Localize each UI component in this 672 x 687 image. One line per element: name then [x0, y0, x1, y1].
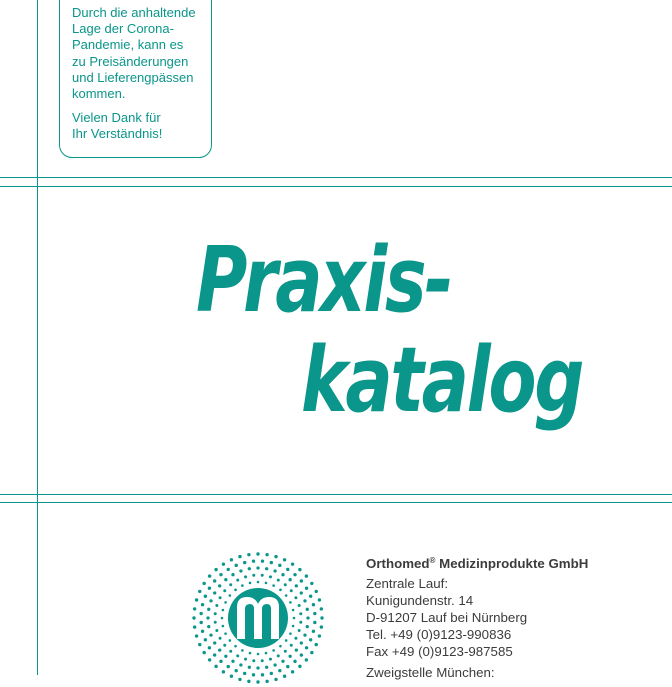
logo-dot: [315, 590, 318, 593]
logo-dot: [193, 607, 196, 610]
logo-dot: [294, 637, 297, 640]
logo-dot: [247, 680, 250, 683]
logo-dot: [208, 646, 211, 649]
logo-dot: [273, 569, 276, 572]
logo-dot: [231, 573, 234, 576]
logo-dot: [292, 625, 295, 628]
logo-dot: [213, 591, 216, 594]
logo-dot: [277, 654, 280, 657]
logo-dot: [288, 655, 291, 658]
logo-dot: [306, 608, 309, 611]
logo-dot: [273, 663, 276, 666]
logo-dot: [231, 660, 234, 663]
logo-dot: [219, 660, 222, 663]
guide-line-top-1: [0, 177, 672, 178]
logo-dot: [283, 675, 286, 678]
logo-dot: [289, 601, 292, 604]
logo-dot: [204, 638, 207, 641]
logo-dot: [224, 601, 227, 604]
logo-dot: [221, 617, 224, 620]
logo-dot: [278, 564, 281, 567]
logo-dot: [227, 665, 230, 668]
logo-dot: [269, 575, 272, 578]
logo-dot: [313, 612, 316, 615]
logo-dot: [279, 589, 282, 592]
logo-dot: [247, 553, 250, 556]
logo-dot: [213, 579, 216, 582]
logo-dot: [284, 583, 287, 586]
logo-dot: [310, 651, 313, 654]
logo-dot: [285, 594, 288, 597]
logo-dot: [320, 616, 323, 619]
logo-dot: [278, 669, 281, 672]
logo-dot: [279, 645, 282, 648]
logo-dot: [293, 660, 296, 663]
logo-dot: [195, 634, 198, 637]
logo-dot: [298, 604, 301, 607]
logo-dot: [306, 625, 309, 628]
logo-dot: [281, 660, 284, 663]
logo-dot: [214, 612, 217, 615]
address-line: Zentrale Lauf:: [366, 576, 449, 591]
logo-dot: [293, 617, 296, 620]
logo-dot: [312, 630, 315, 633]
logo-dot: [236, 579, 239, 582]
logo-dot: [300, 591, 303, 594]
logo-dot: [234, 645, 237, 648]
company-address-block: [366, 552, 588, 681]
logo-dot: [224, 632, 227, 635]
address-line: D-91207 Lauf bei Nürnberg: [366, 610, 528, 625]
logo-dot: [229, 639, 232, 642]
logo-dot: [248, 666, 251, 669]
logo-dot: [208, 658, 211, 661]
logo-dot: [252, 559, 255, 562]
logo-dot: [306, 616, 309, 619]
logo-dot: [202, 582, 205, 585]
logo-dot: [265, 553, 268, 556]
logo-dot: [208, 574, 211, 577]
logo-dot: [238, 678, 241, 681]
logo-dot: [261, 559, 264, 562]
logo-dot: [299, 612, 302, 615]
logo-dot: [303, 633, 306, 636]
logo-dot: [305, 658, 308, 661]
logo-dot: [305, 646, 308, 649]
logo-dot: [256, 680, 259, 683]
logo-dot: [223, 644, 226, 647]
logo-dot: [229, 583, 232, 586]
logo-dot: [257, 581, 260, 584]
logo-dot: [256, 566, 259, 569]
catalog-title-line-1: Praxis-: [196, 228, 452, 333]
logo-dot: [234, 669, 237, 672]
logo-dot: [318, 634, 321, 637]
logo-dot: [214, 568, 217, 571]
logo-dot: [270, 561, 273, 564]
logo-dot: [234, 589, 237, 592]
logo-dot: [219, 596, 222, 599]
logo-dot: [252, 659, 255, 662]
logo-dot: [261, 659, 264, 662]
logo-dot: [309, 594, 312, 597]
logo-dot: [236, 654, 239, 657]
logo-dot: [305, 574, 308, 577]
logo-dot: [223, 589, 226, 592]
logo-dot: [298, 665, 301, 668]
logo-dot: [222, 609, 225, 612]
logo-dot: [286, 665, 289, 668]
logo-dot: [290, 589, 293, 592]
logo-dot: [201, 603, 204, 606]
logo-dot: [224, 578, 227, 581]
logo-dot: [249, 582, 252, 585]
logo-dot: [291, 562, 294, 565]
logo-dot: [218, 584, 221, 587]
logo-dot: [227, 568, 230, 571]
logo-dot: [295, 584, 298, 587]
logo-dot: [269, 658, 272, 661]
logo-dot: [234, 564, 237, 567]
logo-dot: [291, 670, 294, 673]
logo-dot: [289, 632, 292, 635]
logo-dot: [198, 590, 201, 593]
logo-dot: [298, 629, 301, 632]
catalog-title-line-2: katalog: [301, 328, 583, 433]
logo-dot: [265, 666, 268, 669]
logo-dot: [283, 558, 286, 561]
logo-dot: [192, 616, 195, 619]
logo-dot: [320, 607, 323, 610]
logo-dot: [224, 655, 227, 658]
logo-dot: [320, 625, 323, 628]
logo-dot: [293, 573, 296, 576]
logo-dot: [290, 644, 293, 647]
logo-dot: [214, 621, 217, 624]
logo-dot: [239, 663, 242, 666]
logo-dot: [215, 629, 218, 632]
logo-dot: [265, 652, 268, 655]
logo-dot: [265, 582, 268, 585]
logo-dot: [213, 641, 216, 644]
logo-dot: [243, 561, 246, 564]
logo-dot: [309, 638, 312, 641]
logo-dot: [298, 568, 301, 571]
notice-paragraph: Durch die anhaltende Lage der Corona- Pandemie, kann es zu Preisänderungen und Lieferengpässen kommen.: [72, 5, 196, 102]
fax-line: Fax +49 (0)9123-987585: [366, 644, 513, 659]
logo-dot: [305, 587, 308, 590]
logo-dot: [274, 555, 277, 558]
logo-dot: [265, 567, 268, 570]
logo-dot: [257, 653, 260, 656]
logo-dot: [202, 651, 205, 654]
logo-dot: [285, 639, 288, 642]
logo-dot: [208, 587, 211, 590]
logo-dot: [300, 653, 303, 656]
logo-dot: [215, 604, 218, 607]
logo-dot: [261, 574, 264, 577]
logo-dot: [209, 633, 212, 636]
branch-label: Zweigstelle München:: [366, 665, 495, 680]
logo-dot: [310, 582, 313, 585]
logo-dot: [292, 609, 295, 612]
notice-thanks: Vielen Dank für Ihr Verständnis!: [72, 110, 163, 142]
logo-dot: [300, 641, 303, 644]
logo-dot: [248, 567, 251, 570]
guide-line-top-2: [0, 186, 672, 187]
logo-dot: [286, 568, 289, 571]
logo-dot: [300, 579, 303, 582]
logo-dot: [315, 643, 318, 646]
logo-dot: [204, 594, 207, 597]
logo-dot: [241, 649, 244, 652]
orthomed-logo-icon: [189, 549, 327, 687]
logo-dot: [281, 573, 284, 576]
logo-dot: [199, 621, 202, 624]
logo-dot: [256, 552, 259, 555]
logo-dot: [201, 630, 204, 633]
logo-dot: [230, 558, 233, 561]
logo-dot: [198, 643, 201, 646]
logo-dot: [303, 599, 306, 602]
logo-dot: [229, 594, 232, 597]
logo-dot: [265, 680, 268, 683]
guide-line-bottom-1: [0, 494, 672, 495]
company-name: Orthomed® Medizinprodukte GmbH: [366, 556, 589, 571]
logo-dot: [252, 574, 255, 577]
logo-dot: [209, 599, 212, 602]
logo-dot: [222, 562, 225, 565]
logo-dot: [219, 573, 222, 576]
logo-dot: [295, 648, 298, 651]
logo-dot: [199, 612, 202, 615]
logo-dot: [294, 596, 297, 599]
logo-dot: [318, 598, 321, 601]
logo-dot: [244, 658, 247, 661]
logo-dot: [249, 652, 252, 655]
logo-dot: [272, 649, 275, 652]
logo-dot: [284, 650, 287, 653]
logo-dot: [222, 670, 225, 673]
logo-dot: [272, 584, 275, 587]
logo-dot: [218, 648, 221, 651]
logo-dot: [288, 578, 291, 581]
corona-notice-box: [59, 0, 212, 158]
logo-dot: [195, 598, 198, 601]
logo-dot: [214, 665, 217, 668]
logo-dot: [193, 625, 196, 628]
logo-dot: [213, 653, 216, 656]
logo-dot: [241, 584, 244, 587]
logo-dot: [274, 678, 277, 681]
logo-dot: [313, 621, 316, 624]
logo-dot: [277, 579, 280, 582]
logo-dot: [312, 603, 315, 606]
logo-dot: [239, 569, 242, 572]
phone-line: Tel. +49 (0)9123-990836: [366, 627, 512, 642]
logo-dot: [207, 608, 210, 611]
logo-dot: [299, 621, 302, 624]
logo-dot: [238, 555, 241, 558]
address-line: Kunigundenstr. 14: [366, 593, 474, 608]
logo-dot: [219, 637, 222, 640]
logo-dot: [206, 616, 209, 619]
logo-dot: [229, 650, 232, 653]
guide-line-bottom-2: [0, 502, 672, 503]
logo-dot: [256, 666, 259, 669]
logo-dot: [244, 575, 247, 578]
logo-dot: [230, 675, 233, 678]
logo-dot: [222, 625, 225, 628]
logo-dot: [207, 625, 210, 628]
margin-guide-vertical: [37, 0, 38, 675]
